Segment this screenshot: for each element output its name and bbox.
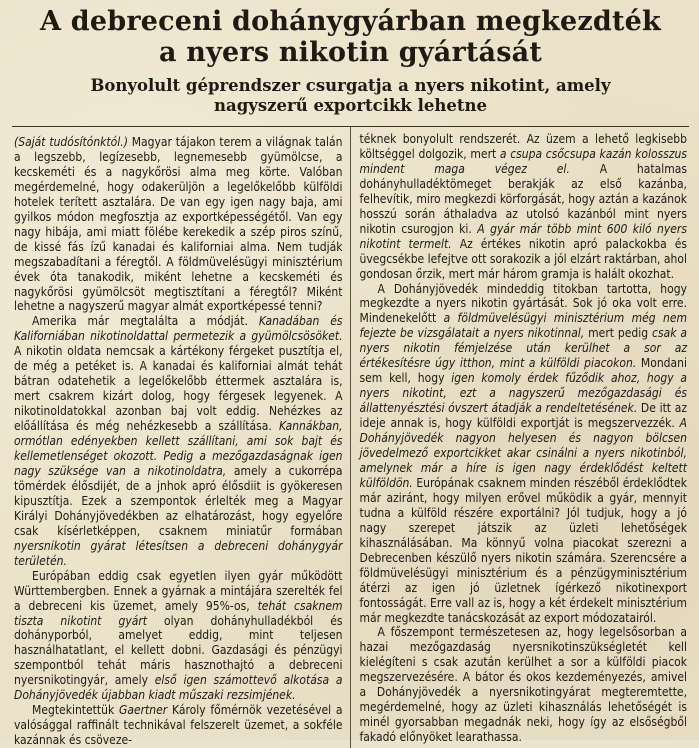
- text-run: A főszempont természetesen az, hogy legelsősorban a hazai mezőgazdaság nyersnikotinszükségletét kell kielégíteni s csak azután kerülhet a sor a külföldi piacok megszervezésére. A bátor és okos kezdeményezés, amivel a Dohányjövedék a nyersnikotingyárat megteremtette, megérdemelné, hogy az üzleti kihasználás lehetőségét is minél gyorsabban megadnák neki, hogy így az elsőségből fakadó előnyöket learathassa.: [359, 625, 687, 745]
- text-run: Károly főmérnök vezetésével a valósággal raffinált technikával felszerelt üzemet, a sokféle kazánnak és csöveze-: [14, 703, 343, 748]
- subheadline-line-2: nagyszerű exportcikk lehetne: [214, 96, 487, 115]
- italic-run: tehát csaknem tiszta nikotint gyárt: [14, 598, 343, 628]
- paragraph: [360, 282, 688, 626]
- text-run: Megtekintettük: [32, 703, 119, 718]
- italic-run: igen komoly érdek fűződik ahoz, hogy a nyers nikotint, ezt a nagyszerű mezőgazdasági és állattenyésztési óvszert átadják a rendeltetésének.: [359, 371, 688, 416]
- paragraph: [14, 314, 343, 568]
- text-run: olyan dohányhulladékból és dohányporból, amelyet eddig, mint teljesen használhatatlant, el kellett dobni. Gazdasági és pénzügyi szempontból tehát máris hasznothajtó a debreceni nyersnikotingyár, amely: [14, 613, 343, 688]
- headline-line-2: a nyers nikotin gyártását: [159, 37, 542, 68]
- article-columns: [12, 127, 689, 748]
- italic-run: Gaertner: [118, 703, 168, 718]
- text-run: Mondani sem kell, hogy: [359, 356, 687, 386]
- subheadline-line-1: Bonyolult géprendszer csurgatja a nyers nikotint, amely: [90, 76, 611, 95]
- subheadline: [12, 76, 689, 116]
- headline-line-1: A debreceni dohánygyárban megkezdték: [40, 6, 661, 37]
- text-run: A hatalmas dohányhulladéktömeget berakják az első kazánba, felhevítik, miro megkezdi körforgását, hogy aztán a kazánok hosszú során áthaladva az utolsó kazánból mint nyers nikotin csurogjon ki.: [359, 161, 687, 236]
- headline: [12, 6, 689, 68]
- italic-run: nyersnikotin gyárat létesítsen a debreceni dohánygyár területén.: [14, 538, 343, 568]
- italic-run: Kanadában és Kaliforniában nikotinoldattal permetezik a gyümölcsösöket.: [14, 314, 343, 344]
- text-run: téknek bonyolult rendszerét. Az üzem a lehető legkisebb költséggel dolgozik, mert: [359, 132, 687, 161]
- paragraph: [360, 625, 688, 745]
- text-run: A nikotin oldata nemcsak a kártékony férgeket pusztítja el, de még a petéket is. A kanadai és kaliforniai almát tehát bátran odatehetik a legelőkelőbb éttermek asztalára is, mert csakrem kizárt dolog, hogy férgesek legyenek. A nikotinoldatokkal azonban baj volt eddig. Nehézkes az előállítása és még nehézkesebb a szállítása.: [14, 344, 343, 434]
- paragraph: [14, 703, 343, 748]
- italic-run: első igen számottevő alkotása a Dohányjövedék újabban kiadt műszaki rezsimjének.: [14, 673, 343, 703]
- text-run: Amerika már megtalálta a módját.: [32, 314, 259, 329]
- text-run: Európának csaknem minden részéből érdeklődtek már aziránt, hogy milyen erővel működik a gyár, mennyit tudna a külföld részére exportálni? Jól tudjuk, hogy a jó nagy szerepet játszik az üzleti lehetőségek kihasználásában. Ma könnyű volna piacokat szerezni a Debrecenben készülő nyers nikotin számára. Szerencsére a földmüvelésügyi minisztérium és a pénzügyminisztérium átérzi az igen jó üzletnek ígérkező nikotinexport fontosságát. Erre vall az is, hogy a két érdekelt minisztérium már megkezdte tanácskozását az export módozatairól.: [359, 475, 688, 625]
- italic-run: a földmüvelésügyi minisztérium még nem fejezte be vizsgálatait a nyers nikotinnal,: [359, 311, 688, 341]
- text-run: Európában eddig csak egyetlen ilyen gyár működött Württembergben. Ennek a gyárnak a mintájára szerelték fel a debreceni kis üzemet, amely 95%-os,: [14, 568, 343, 613]
- text-run: A Dohányjövedék mindeddig titokban tartotta, hogy megkezdte a nyers nikotin gyártását. Sok jó oka volt erre. Mindenekelőtt: [359, 281, 687, 326]
- text-run: amely a cukorrépa tömérdek élősdijét, de a jnhok apró élősdiit is gyökeresen kipusztítja. Ezek a szempontok érlelték meg a Magyar Királyi Dohányjövedékben az elhatározást, hogy egyelőre csak kísérletképpen, csaknem miniatűr formában: [14, 463, 343, 538]
- text-run: Magyar tájakon terem a világnak talán a legszebb, legízesebb, legnemesebb gyümölcse, a kecskeméti és a nagykőrösi alma meg körte. Valóban megérdemelné, hogy odakerüljön a legelőkelőbb külföldi hotelek terített asztalára. De van egy igen nagy baja, ami gyilkos módon megfosztja az exportképességétől. Van egy nagy hibája, ami miatt fölébe kerekedik a szép piros színű, de kissé fás ízű kanadai és kaliforniai alma. Nem tudják megszabadítani a féregtől. A földmüvelésügyi minisztérium évek óta tanakodik, miként lehetne a kecskeméti és nagykőrösi gyümölcsöt megtisztítani a féregtől? Miként lehetne a nagyszerű magyar almát exportképessé tenni?: [14, 135, 343, 314]
- paragraph: [14, 135, 343, 314]
- text-run: De itt az ideje annak is, hogy külföldi exportját is megszervezzék.: [359, 401, 688, 431]
- italic-run: Kannákban, ormótlan edényekben kellett szállítani, ami sok bajt és kellemetlenséget okozott. Pedig a mezőgazdaságnak igen nagy szüksége van a nikotinoldatra,: [14, 419, 343, 478]
- italic-run: csak a nyers nikotin fémjelzése után kerülhet a sor az értékesítésre úgy itthon, mint a külföldi piacokon.: [359, 326, 687, 371]
- text-run: mert pedig: [584, 326, 653, 341]
- paragraph: [14, 569, 343, 704]
- left-column: [12, 127, 351, 748]
- paragraph: [360, 132, 688, 282]
- italic-run: A Dohányjövedék nagyon helyesen és nagyon bölcsen jövedelmező exportcikket akar csinálni a nyers nikotinból, amelynek már a híre is igen nagy érdeklődést keltett külföldön.: [359, 416, 687, 490]
- text-run: Az értékes nikotin apró palackokba és üvegcsékbe lefejtve ott sorakozik a jól elzárt raktárban, ahol gondosan őrzik, mert már három gramja is halált okozhat.: [359, 236, 687, 281]
- italic-run: a csupa csőcsupa kazán kolosszus mindent maga végez el.: [359, 146, 687, 176]
- byline: (Saját tudósítónktól.): [14, 135, 128, 149]
- italic-run: A gyár már több mint 600 kiló nyers nikotint termelt.: [359, 221, 687, 251]
- right-column: [351, 127, 690, 748]
